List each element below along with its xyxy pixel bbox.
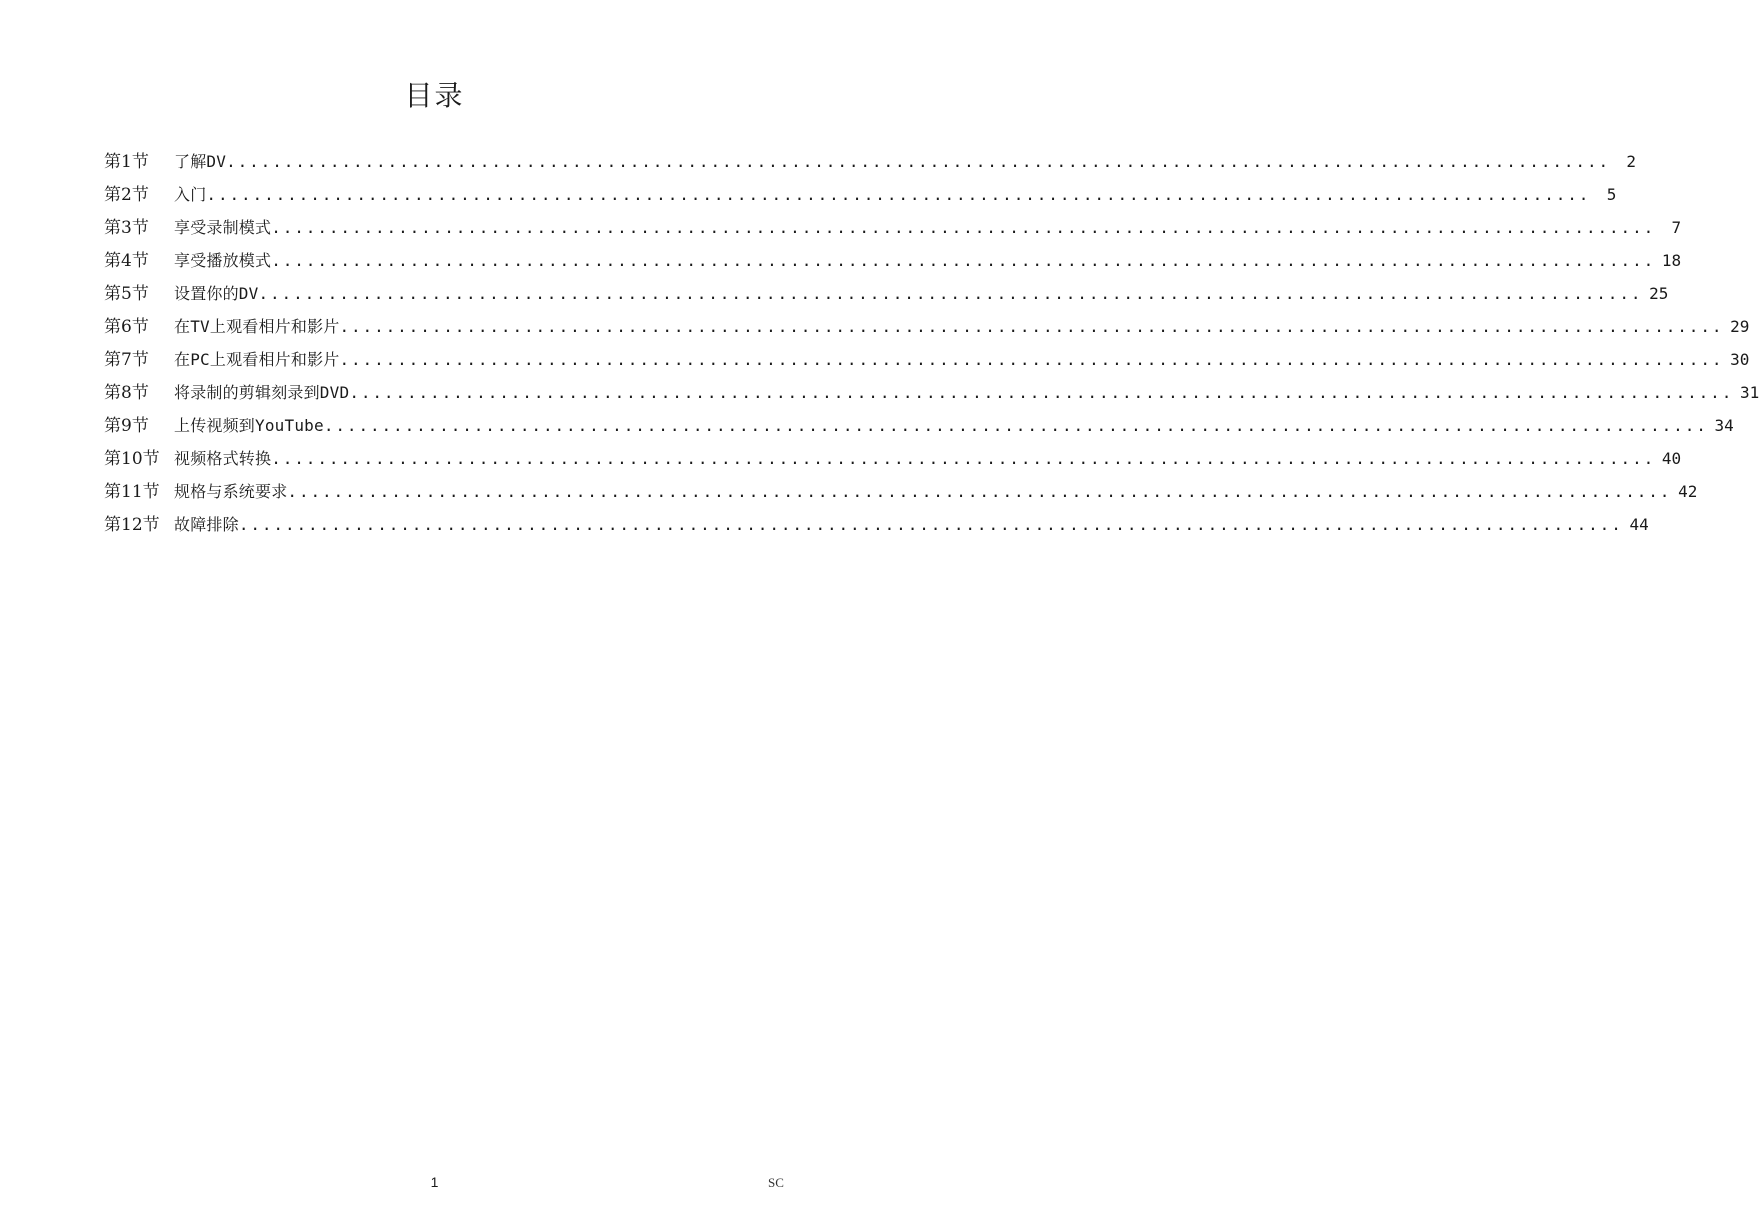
- toc-page-number: 18: [1661, 251, 1682, 270]
- toc-page-number: 31: [1739, 383, 1759, 402]
- page-title: 目录: [404, 79, 465, 112]
- toc-entry[interactable]: [104, 181, 1617, 214]
- toc-section-number: 第7节: [104, 350, 149, 370]
- toc-leader-dots: ........................................................................................................................: [238, 515, 1623, 534]
- toc-section-number: 第3节: [104, 218, 149, 238]
- toc-entry-title: 故障排除: [174, 515, 239, 534]
- toc-leader-dots: ........................................................................................................................: [206, 185, 1591, 204]
- footer-page-number: 1: [430, 1174, 439, 1190]
- toc-leader-dots: ........................................................................................................................: [271, 218, 1656, 237]
- toc-section-number: 第11节: [104, 482, 160, 502]
- toc-section-number: 第6节: [104, 317, 149, 337]
- toc-section-number: 第1节: [104, 152, 149, 172]
- toc-entry-title: 享受播放模式: [174, 251, 272, 270]
- toc-entry-title: 规格与系统要求: [174, 482, 288, 501]
- toc-entry[interactable]: [104, 214, 1682, 247]
- toc-section-number: 第10节: [104, 449, 160, 469]
- toc-page-number: 42: [1678, 482, 1698, 501]
- toc-leader-dots: ........................................................................................................................: [271, 251, 1656, 270]
- toc-entry-title: 在TV上观看相片和影片: [174, 317, 340, 336]
- toc-entry[interactable]: [104, 148, 1637, 181]
- toc-entry-title: 在PC上观看相片和影片: [174, 350, 340, 369]
- toc-entry[interactable]: [104, 478, 1698, 511]
- toc-page-number: 2: [1626, 152, 1637, 171]
- toc-entry[interactable]: [104, 412, 1734, 445]
- toc-page-number: 34: [1714, 416, 1734, 435]
- toc-entry[interactable]: [104, 445, 1682, 478]
- toc-leader-dots: ........................................................................................................................: [271, 449, 1656, 468]
- toc-leader-dots: ........................................................................................................................: [339, 350, 1724, 369]
- toc-entry-title: 设置你的DV: [174, 284, 259, 303]
- toc-leader-dots: ........................................................................................................................: [323, 416, 1708, 435]
- toc-page-number: 29: [1730, 317, 1750, 336]
- toc-page-number: 44: [1629, 515, 1649, 534]
- toc-entry[interactable]: [104, 379, 1759, 412]
- toc-entry[interactable]: [104, 280, 1669, 313]
- toc-entry-title: 入门: [174, 185, 207, 204]
- toc-section-number: 第9节: [104, 416, 149, 436]
- toc-entry[interactable]: [104, 313, 1750, 346]
- table-of-contents: [104, 148, 1759, 544]
- toc-leader-dots: ........................................................................................................................: [339, 317, 1724, 336]
- toc-section-number: 第12节: [104, 515, 160, 535]
- toc-section-number: 第5节: [104, 284, 149, 304]
- toc-section-number: 第4节: [104, 251, 149, 271]
- toc-leader-dots: ........................................................................................................................: [258, 284, 1643, 303]
- toc-entry[interactable]: [104, 346, 1750, 379]
- toc-page-number: 40: [1661, 449, 1682, 468]
- toc-entry-title: 了解DV: [174, 152, 227, 171]
- toc-entry-title: 享受录制模式: [174, 218, 272, 237]
- toc-entry-title: 上传视频到YouTube: [174, 416, 324, 435]
- toc-leader-dots: ........................................................................................................................: [287, 482, 1672, 501]
- toc-leader-dots: ........................................................................................................................: [349, 383, 1734, 402]
- toc-section-number: 第8节: [104, 383, 149, 403]
- toc-page-number: 25: [1649, 284, 1669, 303]
- toc-section-number: 第2节: [104, 185, 149, 205]
- toc-leader-dots: ........................................................................................................................: [226, 152, 1611, 171]
- toc-entry-title: 视频格式转换: [174, 449, 272, 468]
- toc-page-number: 7: [1671, 218, 1682, 237]
- toc-entry[interactable]: [104, 511, 1649, 544]
- footer-language-code: SC: [768, 1175, 784, 1190]
- toc-page-number: 5: [1606, 185, 1617, 204]
- toc-entry[interactable]: [104, 247, 1682, 280]
- toc-entry-title: 将录制的剪辑刻录到DVD: [174, 383, 350, 402]
- toc-page-number: 30: [1730, 350, 1750, 369]
